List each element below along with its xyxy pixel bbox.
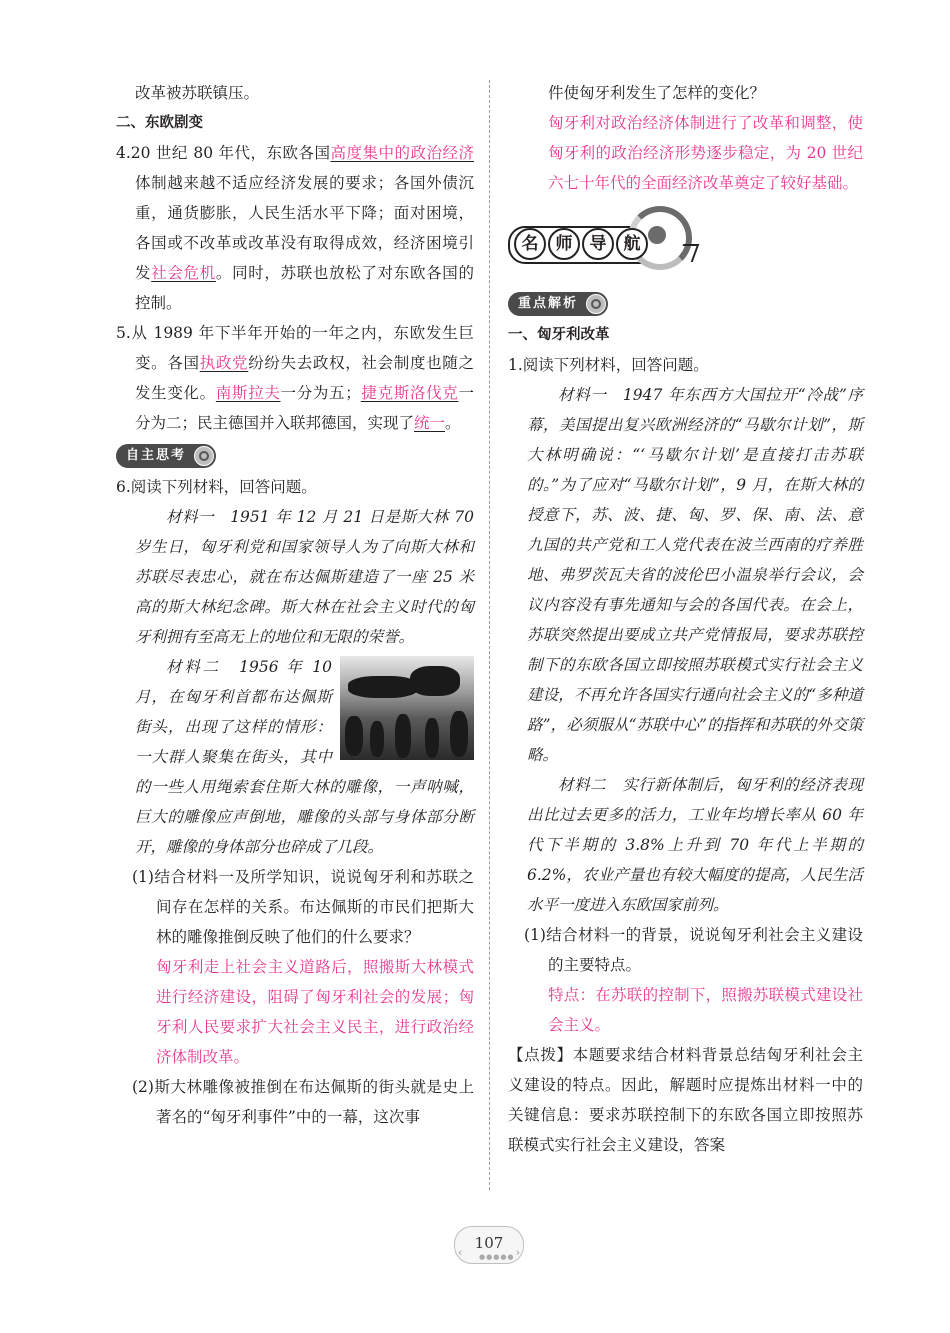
page-number: 107 — [474, 1234, 504, 1252]
answer-blank: 统一 — [414, 414, 446, 432]
answer-blank: 社会危机 — [151, 264, 216, 282]
right-column — [508, 78, 863, 1160]
section-heading: 一、匈牙利改革 — [508, 327, 610, 343]
material-two: 材料二 1956 年 10 月，在匈牙利首都布达佩斯街头，出现了这样的情形：一大群人聚集在街头，其中的一些人用绳索套住斯大林的雕像，一声呐喊，巨大的雕像应声倒地，雕像的头部与身体部分断开，雕像的身体部分也碎成了几段。 — [135, 658, 474, 856]
question-1: 1.阅读下列材料，回答问题。 — [508, 356, 709, 374]
question-5: 5.从 1989 年下半年开始的一年之内，东欧发生巨变。各国执政党纷纷失去政权，社会制度也随之发生变化。南斯拉夫一分为五；捷克斯洛伐克一分为二；民主德国并入联邦德国，实现了统一。 — [116, 324, 474, 432]
sub-question-2-continued: 件使匈牙利发生了怎样的变化？ — [548, 84, 766, 102]
dots-icon: ●●●●● — [479, 1253, 515, 1261]
hint: 【点拨】本题要求结合材料背景总结匈牙利社会主义建设的特点。因此，解题时应提炼出材料一中的关键信息：要求苏联控制下的东欧各国立即按照苏联模式实行社会主义建设，答案 — [508, 1046, 863, 1154]
answer-1: 特点：在苏联的控制下，照搬苏联模式建设社会主义。 — [548, 986, 863, 1034]
banner-char: 航 — [616, 228, 648, 260]
historical-photo — [340, 656, 474, 760]
answer-blank: 捷克斯洛伐克 — [360, 384, 459, 402]
banner-char: 师 — [548, 228, 580, 260]
teacher-guide-banner — [508, 204, 863, 282]
section-tag-self-study: 自主思考 — [116, 444, 216, 468]
question-6: 6.阅读下列材料，回答问题。 — [116, 478, 317, 496]
chevron-left-icon: ‹ — [458, 1246, 463, 1259]
answer-blank: 南斯拉夫 — [215, 384, 281, 402]
text-line: 改革被苏联镇压。 — [135, 84, 260, 102]
answer-2: 匈牙利对政治经济体制进行了改革和调整，使匈牙利的政治经济形势逐步稳定，为 20 世纪六七十年代的全面经济改革奠定了较好基础。 — [548, 114, 863, 192]
material-two: 材料二 实行新体制后，匈牙利的经济表现出比过去更多的活力，工业年均增长率从 60 年代下半期的 3.8%上升到 70 年代上半期的 6.2%，农业产量也有较大幅度的提高，人民生活水平一度进入东欧国家前列。 — [527, 776, 863, 914]
magnifier-icon — [194, 446, 214, 466]
sub-question-1: (1)结合材料一及所学知识，说说匈牙利和苏联之间存在怎样的关系。布达佩斯的市民们把斯大林的雕像推倒反映了他们的什么要求？ — [132, 868, 474, 946]
page-number-badge — [454, 1226, 524, 1264]
column-divider — [489, 80, 490, 1190]
magnifier-icon — [586, 294, 606, 314]
answer-blank: 高度集中的政治经济 — [330, 144, 474, 162]
section-heading: 二、东欧剧变 — [116, 115, 203, 131]
material-one: 材料一 1947 年东西方大国拉开“冷战”序幕，美国提出复兴欧洲经济的“马歇尔计划”，斯大林明确说：“‘马歇尔计划’是直接打击苏联的。”为了应对“马歇尔计划”，9 月，在斯大林的授意下，苏、波、捷、匈、罗、保、南、法、意九国的共产党和工人党代表在波兰西南的疗养胜地、弗罗茨瓦夫省的波伦巴小温泉举行会议，会议内容没有事先通知与会的各国代表。在会上，苏联突然提出要成立共产党情报局，要求苏联控制下的东欧各国立即按照苏联模式实行社会主义建设，不再允许各国实行通向社会主义的“多种道路”，必须服从“苏联中心”的指挥和苏联的外交策略。 — [527, 386, 863, 764]
banner-char: 名 — [514, 228, 546, 260]
sub-question-1: (1)结合材料一的背景，说说匈牙利社会主义建设的主要特点。 — [524, 926, 863, 974]
material-one: 材料一 1951 年 12 月 21 日是斯大林 70 岁生日，匈牙利党和国家领导人为了向斯大林和苏联尽表忠心，就在布达佩斯建造了一座 25 米高的斯大林纪念碑。斯大林在社会主义时代的匈牙利拥有至高无上的地位和无限的荣誉。 — [135, 508, 474, 646]
chevron-right-icon: › — [515, 1246, 520, 1259]
answer-1: 匈牙利走上社会主义道路后，照搬斯大林模式进行经济建设，阻碍了匈牙利社会的发展；匈牙利人民要求扩大社会主义民主，进行政治经济体制改革。 — [156, 958, 474, 1066]
banner-char: 导 — [582, 228, 614, 260]
section-tag-key-analysis: 重点解析 — [508, 292, 608, 316]
question-4: 4.20 世纪 80 年代，东欧各国高度集中的政治经济体制越来越不适应经济发展的要求；各国外债沉重，通货膨胀，人民生活水平下降；面对困境，各国或不改革或改革没有取得成效，经济困境引发社会危机。同时，苏联也放松了对东欧各国的控制。 — [116, 144, 474, 312]
sub-question-2: (2)斯大林雕像被推倒在布达佩斯的街头就是史上著名的“匈牙利事件”中的一幕，这次事 — [132, 1078, 474, 1126]
left-column — [116, 78, 474, 1132]
answer-blank: 执政党 — [199, 354, 249, 372]
